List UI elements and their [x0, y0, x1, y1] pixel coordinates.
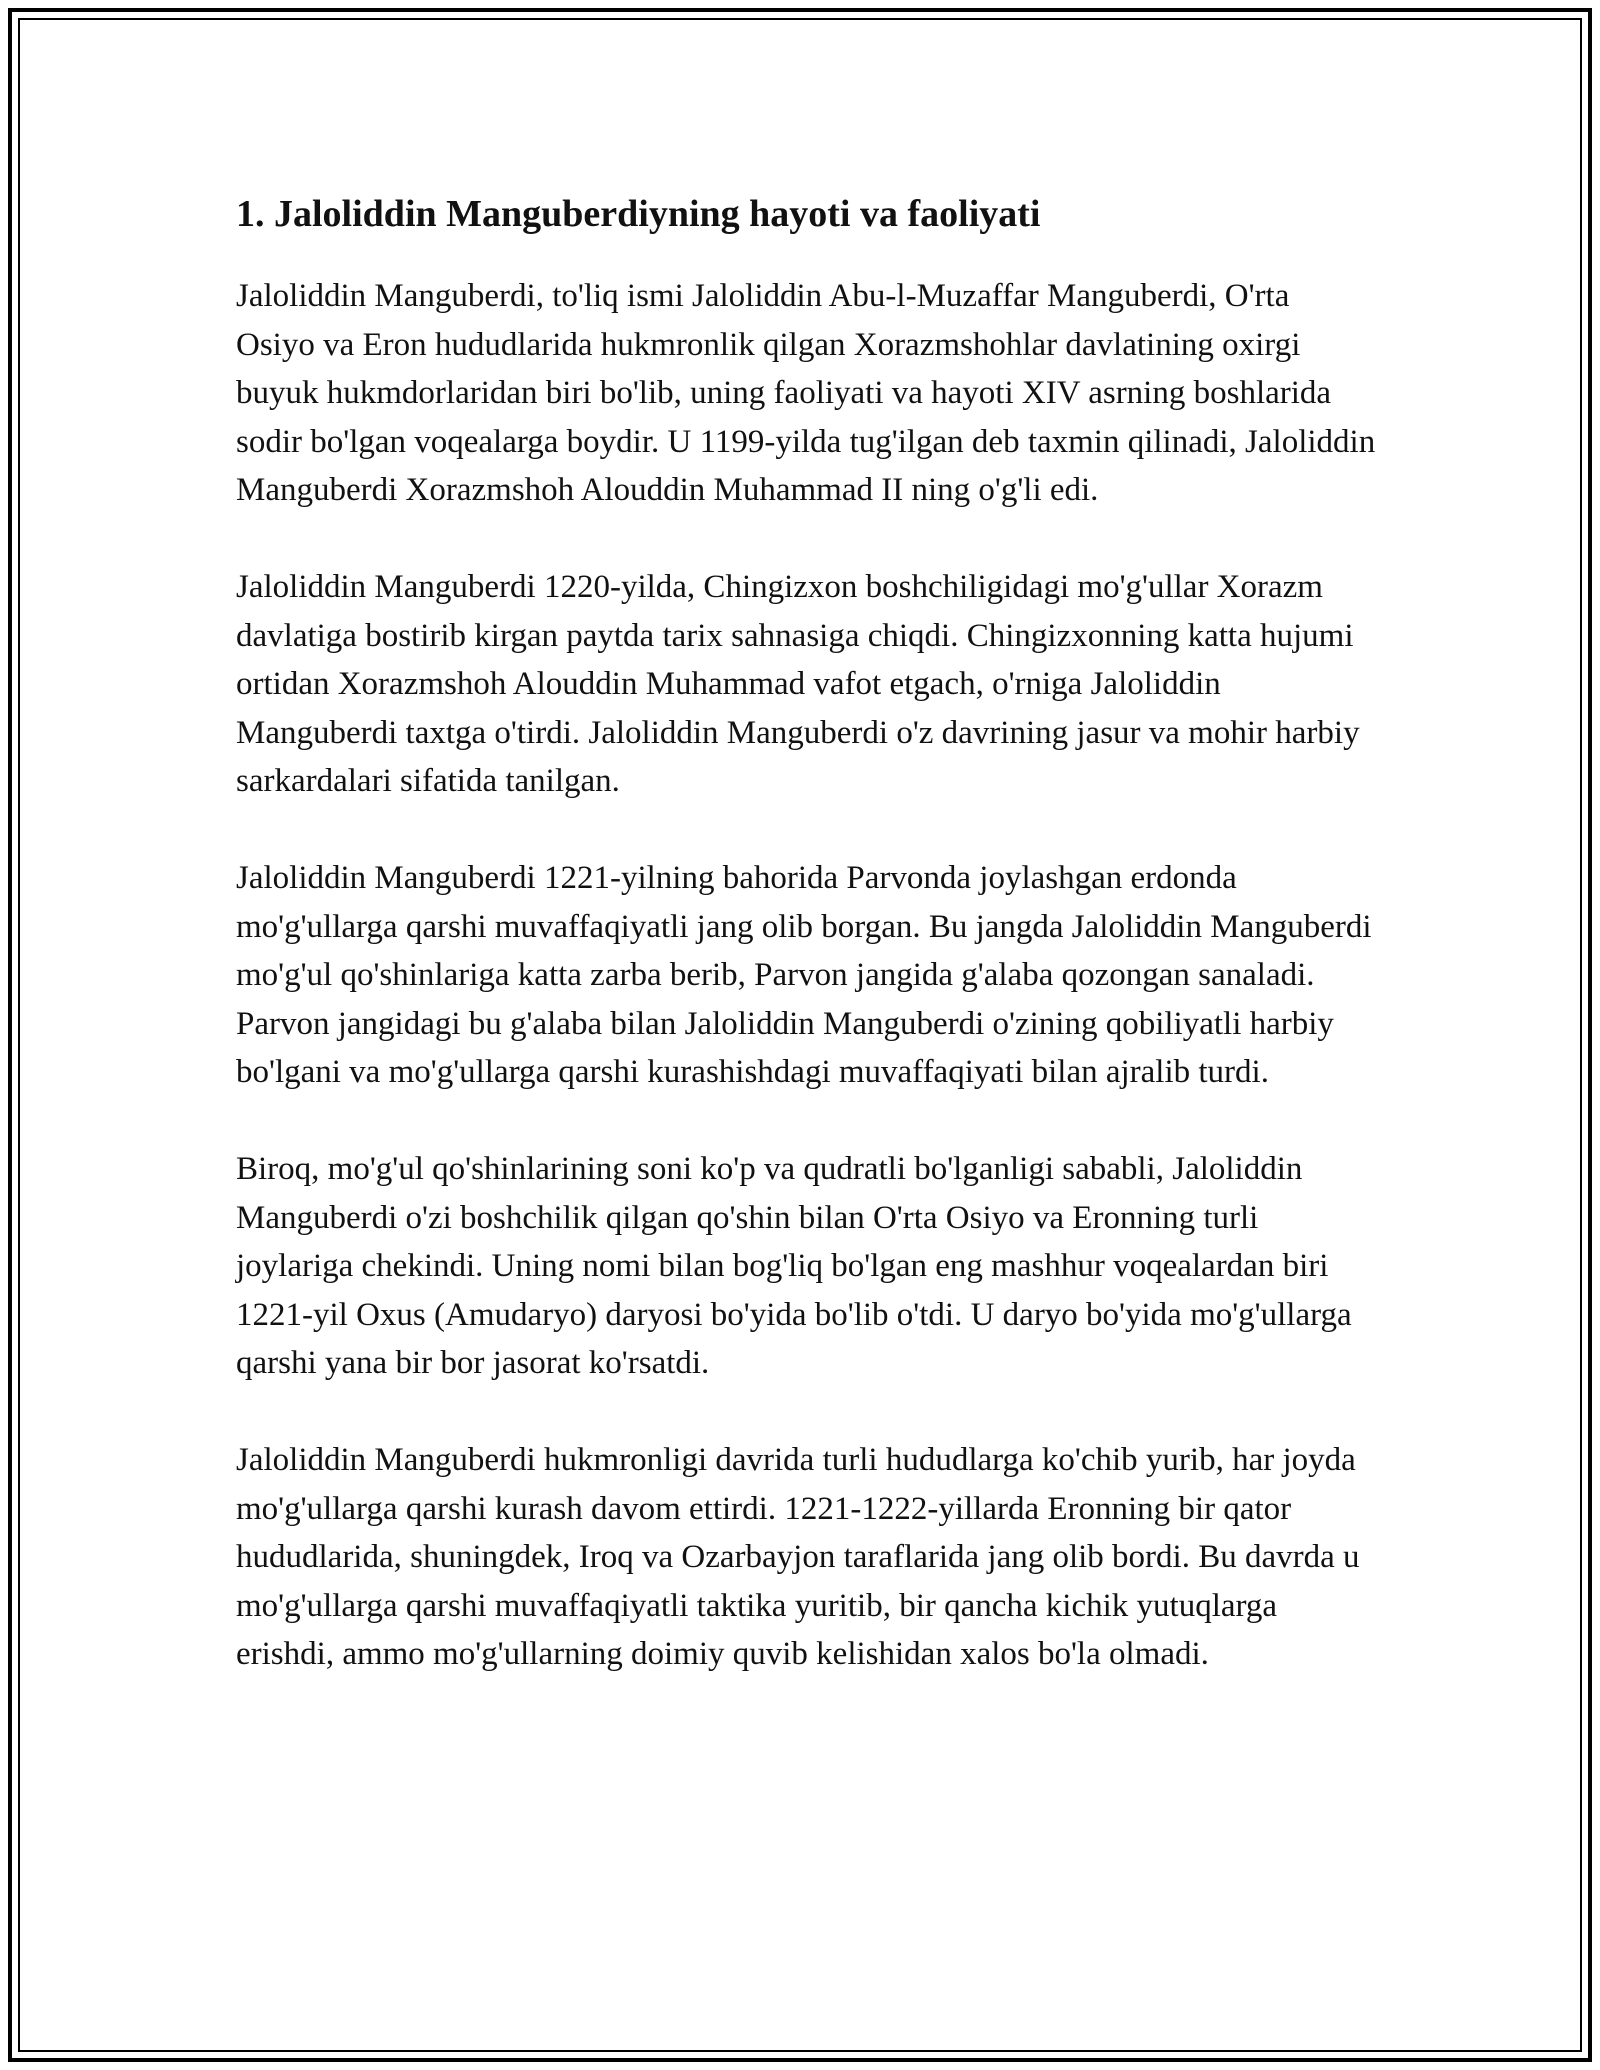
- page-title: 1. Jaloliddin Manguberdiyning hayoti va faoliyati: [236, 193, 1041, 235]
- paragraph-2: Jaloliddin Manguberdi 1220-yilda, Chingizxon boshchiligidagi mo'g'ullar Xorazm davlatiga bostirib kirgan paytda tarix sahnasiga chiqdi. Chingizxonning katta hujumi ortidan Xorazmshoh Alouddin Muhammad vafot etgach, o'rniga Jaloliddin Manguberdi taxtga o'tirdi. Jaloliddin Manguberdi o'z davrining jasur va mohir harbiy sarkardalari sifatida tanilgan.: [236, 569, 1360, 799]
- paragraph-5: Jaloliddin Manguberdi hukmronligi davrida turli hududlarga ko'chib yurib, har joyda mo'g'ullarga qarshi kurash davom ettirdi. 1221-1222-yillarda Eronning bir qator hududlarida, shuningdek, Iroq va Ozarbayjon taraflarida jang olib bordi. Bu davrda u mo'g'ullarga qarshi muvaffaqiyatli taktika yuritib, bir qancha kichik yutuqlarga erishdi, ammo mo'g'ullarning doimiy quvib kelishidan xalos bo'la olmadi.: [236, 1442, 1360, 1672]
- paragraph-4: Biroq, mo'g'ul qo'shinlarining soni ko'p va qudratli bo'lganligi sababli, Jaloliddin Manguberdi o'zi boshchilik qilgan qo'shin bilan O'rta Osiyo va Eronning turli joylariga chekindi. Uning nomi bilan bog'liq bo'lgan eng mashhur voqealardan biri 1221-yil Oxus (Amudaryo) daryosi bo'yida bo'lib o'tdi. U daryo bo'yida mo'g'ullarga qarshi yana bir bor jasorat ko'rsatdi.: [236, 1151, 1352, 1381]
- paragraph-3: Jaloliddin Manguberdi 1221-yilning bahorida Parvonda joylashgan erdonda mo'g'ullarga qarshi muvaffaqiyatli jang olib borgan. Bu jangda Jaloliddin Manguberdi mo'g'ul qo'shinlariga katta zarba berib, Parvon jangida g'alaba qozongan sanaladi. Parvon jangidagi bu g'alaba bilan Jaloliddin Manguberdi o'zining qobiliyatli harbiy bo'lgani va mo'g'ullarga qarshi kurashishdagi muvaffaqiyati bilan ajralib turdi.: [236, 860, 1372, 1090]
- document-body: [236, 186, 1376, 1727]
- paragraph-1: Jaloliddin Manguberdi, to'liq ismi Jaloliddin Abu-l-Muzaffar Manguberdi, O'rta Osiyo va Eron hududlarida hukmronlik qilgan Xorazmshohlar davlatining oxirgi buyuk hukmdorlaridan biri bo'lib, uning faoliyati va hayoti XIV asrning boshlarida sodir bo'lgan voqealarga boydir. U 1199-yilda tug'ilgan deb taxmin qilinadi, Jaloliddin Manguberdi Xorazmshoh Alouddin Muhammad II ning o'g'li edi.: [236, 278, 1376, 508]
